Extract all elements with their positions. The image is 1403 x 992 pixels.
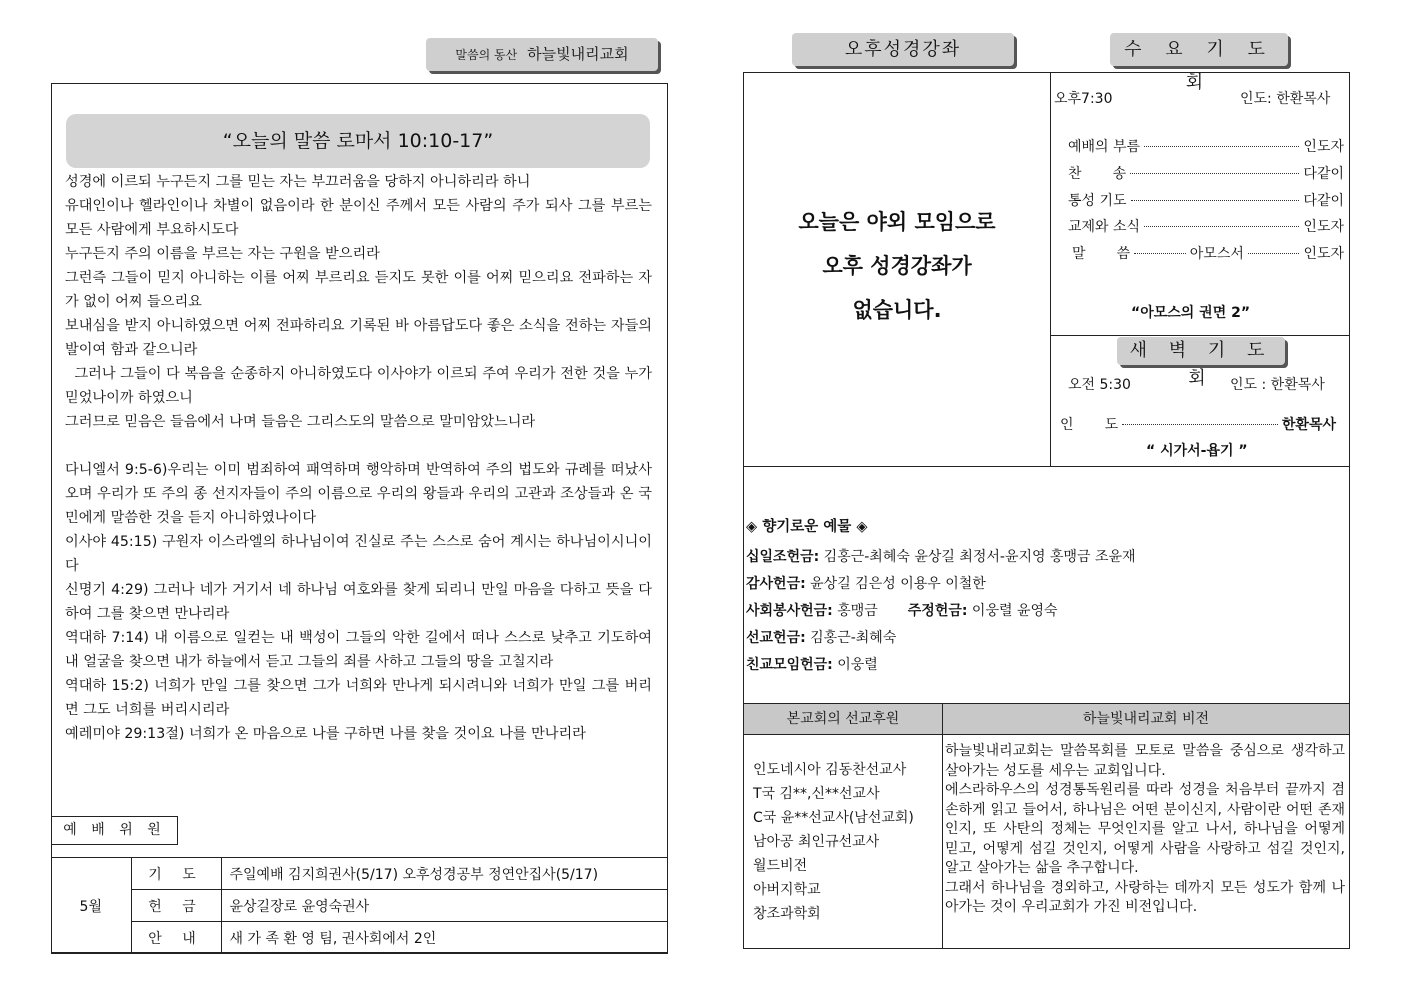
scripture-verse: 신명기 4:29) 그러나 네가 거기서 네 하나님 여호와를 찾게 되리니 만일 마음을 다하고 뜻을 다하여 그를 찾으면 만나리라 (65, 582, 652, 622)
worship-committee-label: 예 배 위 원 (51, 816, 178, 845)
divider (1050, 72, 1051, 466)
duty-role: 기 도 (131, 858, 221, 890)
duty-value: 새 가 족 환 영 팀, 권사회에서 2인 (221, 922, 668, 954)
duty-value: 윤상길장로 윤영숙권사 (221, 890, 668, 922)
afternoon-lecture-tag: 오후성경강좌 (792, 33, 1014, 66)
order-who: 인도자 (1303, 246, 1345, 262)
order-item: 교제와 소식 (1068, 219, 1141, 235)
duty-month: 5월 (51, 858, 131, 954)
duty-role: 안 내 (131, 922, 221, 954)
notice-line: 오후 성경강좌가 (822, 254, 972, 278)
scripture-verse: 예레미야 29:13절) 너희가 온 마음으로 나를 구하면 나를 찾을 것이요 나를 만나리라 (65, 726, 586, 742)
order-row (1072, 243, 1344, 263)
offering-line (746, 600, 1058, 620)
dawn-leader: 인도 : 한환목사 (1230, 377, 1325, 393)
list-item: 인도네시아 김동찬선교사 (753, 762, 907, 778)
scripture-verse: 성경에 이르되 누구든지 그를 믿는 자는 부끄러움을 당하지 아니하리라 하니 (65, 174, 531, 190)
list-item: 아버지학교 (753, 882, 821, 898)
table-row (51, 922, 668, 954)
offering-names: 이웅렬 (832, 657, 878, 673)
table-row (51, 890, 668, 922)
duty-role: 헌 금 (131, 890, 221, 922)
scripture-verse: 그러므로 믿음은 들음에서 나며 들음은 그리스도의 말씀으로 말미암았느니라 (65, 414, 536, 430)
scripture-text (65, 170, 657, 746)
scripture-verse: 유대인이나 헬라인이나 차별이 없음이라 한 분이신 주께서 모든 사람의 주가 되사 그를 부르는 모든 사람에게 부요하시도다 (65, 198, 652, 238)
scripture-verse: 누구든지 주의 이름을 부르는 자는 구원을 받으리라 (65, 246, 380, 262)
wed-time: 오후7:30 (1054, 91, 1113, 107)
order-who: 인도자 (1303, 139, 1344, 155)
mission-support-header: 본교회의 선교후원 (744, 704, 942, 734)
scripture-verse: 역대하 15:2) 너희가 만일 그를 찾으면 그가 너희와 만나게 되시려니와 너희가 만일 그를 버리면 그도 너희를 버리시리라 (65, 678, 652, 718)
church-vision-text: 하늘빛내리교회는 말씀목회를 모토로 말씀을 중심으로 생각하고 살아가는 성도를 세우는 교회입니다. 에스라하우스의 성경통독원리를 따라 성경을 처음부터 끝까지 겸손하게 읽고 들어서, 하나님은 어떤 분이신지, 사람이란 어떤 존재인지, 또 사탄의 정체는 무엇인지를 알고 나서, 하나님을 어떻게 믿고, 어떻게 섬길 것인지, 어떻게 사람을 사랑하고 섬길 것인지, 알고 살아가는 삶을 추구합니다. 그래서 하나님을 경외하고, 사랑하는 데까지 모든 성도가 함께 나아가는 것이 우리교회가 가진 비전입니다. (945, 743, 1345, 915)
church-name-tag (426, 38, 658, 71)
mission-list (753, 758, 914, 926)
dawn-time: 오전 5:30 (1068, 377, 1131, 393)
order-mid: 아모스서 (1189, 246, 1244, 262)
list-item: 남아공 최인규선교사 (753, 834, 880, 850)
scripture-verse: 그런즉 그들이 믿지 아니하는 이를 어찌 부르리요 듣지도 못한 이를 어찌 믿으리요 전파하는 자가 없이 어찌 들으리요 (65, 270, 652, 310)
offering-line (746, 573, 986, 593)
offering-label: 친교모임헌금: (746, 657, 833, 673)
offering-label: 감사헌금: (746, 576, 806, 592)
offering-names: 윤상길 김은성 이용우 이철한 (805, 576, 986, 592)
order-item: 찬 송 (1068, 166, 1127, 182)
church-motto: 말씀의 동산 (455, 48, 518, 62)
order-who: 다같이 (1303, 166, 1344, 182)
offering-names: 김홍근-최혜숙 (805, 630, 897, 646)
list-item: 월드비전 (753, 858, 808, 874)
scripture-verse: 이사야 45:15) 구원자 이스라엘의 하나님이여 진실로 주는 스스로 숨어 계시는 하나님이시니이다 (65, 534, 653, 574)
church-name: 하늘빛내리교회 (527, 45, 629, 63)
divider (743, 734, 1350, 735)
dawn-lead-row (1060, 414, 1336, 434)
order-item: 예배의 부름 (1068, 139, 1141, 155)
offering-names: 이웅렬 윤영숙 (967, 603, 1058, 619)
table-row (51, 858, 668, 890)
duty-value: 주일예배 김지희권사(5/17) 오후성경공부 정연안집사(5/17) (221, 858, 668, 890)
scripture-verse: 그러나 그들이 다 복음을 순종하지 아니하였도다 이사야가 이르되 주여 우리가 전한 것을 누가 믿었나이까 하였으니 (65, 366, 657, 406)
church-vision-header: 하늘빛내리교회 비전 (943, 704, 1349, 734)
todays-word-title: “오늘의 말씀 로마서 10:10-17” (66, 114, 650, 168)
offering-line (746, 627, 896, 647)
offering-names: 김홍근-최혜숙 윤상길 최정서-윤지영 홍맹금 조윤재 (819, 549, 1136, 565)
offering-label: 선교헌금: (746, 630, 806, 646)
dawn-lead-label: 인 도 (1060, 417, 1119, 433)
order-row (1068, 216, 1344, 236)
dawn-text: “ 시가서-욥기 ” (1146, 443, 1248, 459)
wednesday-prayer-tag: 수 요 기 도 회 (1110, 33, 1288, 66)
order-item: 통성 기도 (1068, 193, 1127, 209)
duty-table (51, 857, 668, 954)
divider (1050, 335, 1350, 336)
dawn-lead-name: 한환목사 (1281, 417, 1336, 433)
list-item: T국 김**,신**선교사 (753, 786, 880, 802)
offering-label: 주정헌금: (907, 603, 968, 619)
divider (942, 703, 943, 949)
order-row (1068, 136, 1344, 156)
notice-line: 없습니다. (852, 298, 942, 322)
offering-title: ◈ 향기로운 예물 ◈ (746, 519, 868, 535)
order-item: 말 씀 (1072, 246, 1131, 262)
order-row (1068, 163, 1344, 183)
offering-label: 사회봉사헌금: (746, 603, 833, 619)
divider (743, 466, 1350, 467)
scripture-verse: 보내심을 받지 아니하였으면 어찌 전파하리요 기록된 바 아름답도다 좋은 소식을 전하는 자들의 발이여 함과 같으니라 (65, 318, 652, 358)
scripture-gap (65, 434, 652, 458)
scripture-verse: 다니엘서 9:5-6)우리는 이미 범죄하여 패역하며 행악하며 반역하여 주의 법도와 규례를 떠났사오며 우리가 또 주의 종 선지자들이 주의 이름으로 우리의 왕들과 우리의 고관과 조상들과 온 국민에게 말씀한 것을 듣지 아니하였나이다 (65, 462, 652, 526)
order-who: 인도자 (1303, 219, 1344, 235)
offering-line (746, 654, 878, 674)
list-item: 창조과학회 (753, 906, 821, 922)
order-who: 다같이 (1303, 193, 1344, 209)
dawn-prayer-tag: 새 벽 기 도 회 (1117, 337, 1285, 365)
list-item: C국 윤**선교사(남선교회) (753, 810, 914, 826)
wed-sermon-title: “아모스의 권면 2” (1131, 305, 1251, 321)
order-row (1068, 190, 1344, 210)
offering-line (746, 546, 1136, 566)
wed-leader: 인도: 한환목사 (1240, 91, 1331, 107)
no-lecture-notice (744, 200, 1050, 332)
scripture-verse: 역대하 7:14) 내 이름으로 일컫는 내 백성이 그들의 악한 길에서 떠나 스스로 낮추고 기도하여 내 얼굴을 찾으면 내가 하늘에서 듣고 그들의 죄를 사하고 그들의 땅을 고칠지라 (65, 630, 652, 670)
notice-line: 오늘은 야외 모임으로 (798, 210, 996, 234)
offering-label: 십일조헌금: (746, 549, 820, 565)
offering-names: 홍맹금 (832, 603, 878, 619)
